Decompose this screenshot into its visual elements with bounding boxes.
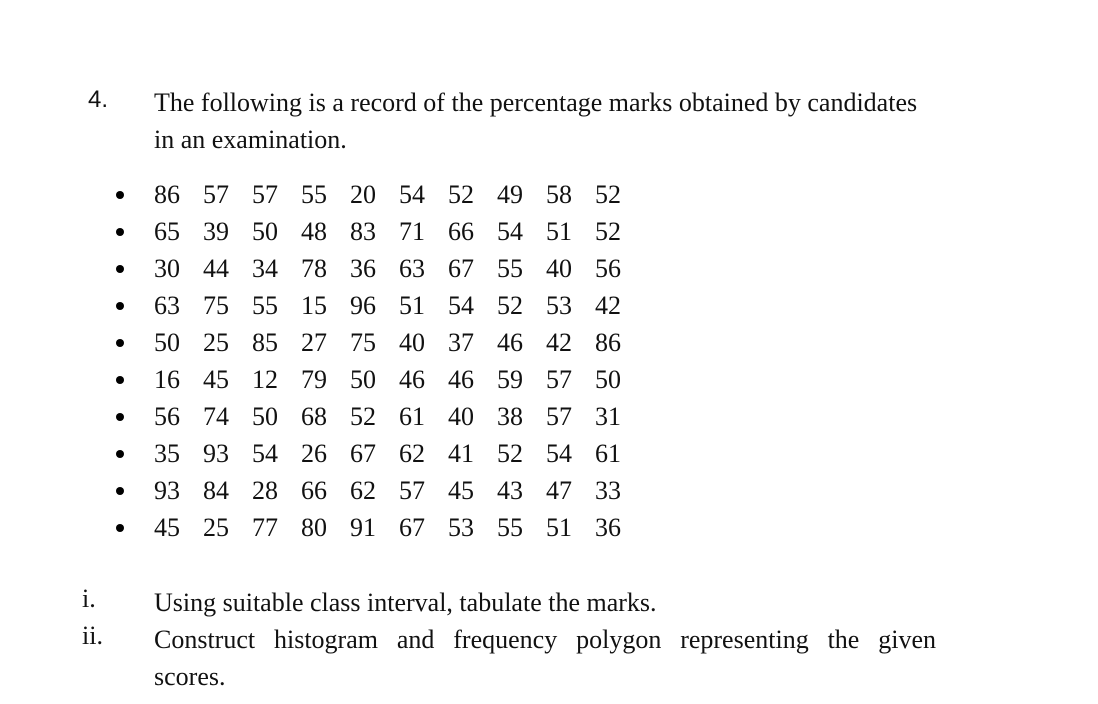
mark-value: 42: [546, 327, 572, 357]
mark-value: 39: [203, 216, 229, 246]
mark-value: 31: [595, 401, 621, 431]
bullet-icon: [116, 302, 124, 310]
mark-value: 47: [546, 475, 572, 505]
bullet-icon: [116, 376, 124, 384]
mark-value: 46: [448, 364, 474, 394]
mark-value: 50: [595, 364, 621, 394]
mark-value: 65: [154, 216, 180, 246]
mark-value: 75: [350, 327, 376, 357]
mark-value: 56: [154, 401, 180, 431]
mark-value: 46: [399, 364, 425, 394]
mark-value: 42: [595, 290, 621, 320]
mark-value: 46: [497, 327, 523, 357]
bullet-icon: [116, 450, 124, 458]
mark-value: 77: [252, 512, 278, 542]
mark-value: 44: [203, 253, 229, 283]
part-ii: [0, 621, 1098, 691]
mark-value: 50: [252, 216, 278, 246]
mark-value: 25: [203, 327, 229, 357]
marks-row: [112, 472, 644, 509]
marks-row: [112, 324, 644, 361]
mark-value: 45: [448, 475, 474, 505]
mark-value: 68: [301, 401, 327, 431]
mark-value: 63: [154, 290, 180, 320]
marks-row: [112, 287, 644, 324]
mark-value: 45: [154, 512, 180, 542]
mark-value: 26: [301, 438, 327, 468]
marks-row: [112, 509, 644, 546]
bullet-icon: [116, 524, 124, 532]
mark-value: 52: [497, 438, 523, 468]
mark-value: 62: [350, 475, 376, 505]
mark-value: 57: [203, 179, 229, 209]
mark-value: 58: [546, 179, 572, 209]
mark-value: 15: [301, 290, 327, 320]
marks-list: [112, 176, 644, 546]
mark-value: 25: [203, 512, 229, 542]
question-number: 4.: [88, 86, 109, 113]
mark-value: 61: [399, 401, 425, 431]
mark-value: 52: [350, 401, 376, 431]
marks-row: [112, 250, 644, 287]
mark-value: 51: [546, 216, 572, 246]
mark-value: 30: [154, 253, 180, 283]
mark-value: 62: [399, 438, 425, 468]
mark-value: 55: [252, 290, 278, 320]
stem-line-1: The following is a record of the percentage marks obtained by candidates: [154, 88, 918, 117]
mark-value: 52: [595, 216, 621, 246]
mark-value: 53: [546, 290, 572, 320]
mark-value: 57: [546, 401, 572, 431]
mark-value: 54: [448, 290, 474, 320]
mark-value: 75: [203, 290, 229, 320]
mark-value: 41: [448, 438, 474, 468]
mark-value: 66: [301, 475, 327, 505]
part-ii-text: Construct histogram and frequency polygon representing the given: [154, 625, 936, 654]
part-i-label: i.: [82, 584, 96, 613]
question-parts: [0, 584, 1098, 691]
mark-value: 67: [350, 438, 376, 468]
mark-value: 53: [448, 512, 474, 542]
mark-value: 50: [350, 364, 376, 394]
mark-value: 71: [399, 216, 425, 246]
part-i: [0, 584, 1098, 621]
mark-value: 84: [203, 475, 229, 505]
mark-value: 40: [399, 327, 425, 357]
mark-value: 36: [595, 512, 621, 542]
mark-value: 85: [252, 327, 278, 357]
mark-value: 43: [497, 475, 523, 505]
mark-value: 49: [497, 179, 523, 209]
mark-value: 91: [350, 512, 376, 542]
mark-value: 36: [350, 253, 376, 283]
part-ii-continuation: scores.: [154, 662, 226, 691]
mark-value: 86: [595, 327, 621, 357]
mark-value: 55: [301, 179, 327, 209]
bullet-icon: [116, 265, 124, 273]
mark-value: 52: [448, 179, 474, 209]
mark-value: 16: [154, 364, 180, 394]
mark-value: 12: [252, 364, 278, 394]
bullet-icon: [116, 339, 124, 347]
marks-row: [112, 398, 644, 435]
mark-value: 50: [252, 401, 278, 431]
mark-value: 55: [497, 253, 523, 283]
bullet-icon: [116, 228, 124, 236]
marks-row: [112, 176, 644, 213]
mark-value: 54: [546, 438, 572, 468]
mark-value: 48: [301, 216, 327, 246]
part-i-text: Using suitable class interval, tabulate the marks.: [154, 588, 657, 617]
mark-value: 86: [154, 179, 180, 209]
mark-value: 52: [497, 290, 523, 320]
mark-value: 50: [154, 327, 180, 357]
stem-line-2: in an examination.: [154, 125, 347, 154]
mark-value: 96: [350, 290, 376, 320]
mark-value: 79: [301, 364, 327, 394]
marks-row: [112, 213, 644, 250]
marks-row: [112, 361, 644, 398]
mark-value: 54: [399, 179, 425, 209]
mark-value: 57: [546, 364, 572, 394]
mark-value: 83: [350, 216, 376, 246]
mark-value: 78: [301, 253, 327, 283]
question-stem: [154, 84, 1014, 158]
mark-value: 51: [546, 512, 572, 542]
mark-value: 51: [399, 290, 425, 320]
bullet-icon: [116, 413, 124, 421]
mark-value: 74: [203, 401, 229, 431]
mark-value: 57: [399, 475, 425, 505]
mark-value: 67: [448, 253, 474, 283]
mark-value: 40: [546, 253, 572, 283]
bullet-icon: [116, 487, 124, 495]
mark-value: 45: [203, 364, 229, 394]
mark-value: 93: [203, 438, 229, 468]
mark-value: 37: [448, 327, 474, 357]
mark-value: 52: [595, 179, 621, 209]
mark-value: 40: [448, 401, 474, 431]
mark-value: 20: [350, 179, 376, 209]
mark-value: 66: [448, 216, 474, 246]
mark-value: 61: [595, 438, 621, 468]
mark-value: 28: [252, 475, 278, 505]
mark-value: 59: [497, 364, 523, 394]
mark-value: 93: [154, 475, 180, 505]
part-ii-label: ii.: [82, 621, 103, 650]
mark-value: 55: [497, 512, 523, 542]
marks-row: [112, 435, 644, 472]
mark-value: 56: [595, 253, 621, 283]
mark-value: 34: [252, 253, 278, 283]
bullet-icon: [116, 191, 124, 199]
mark-value: 33: [595, 475, 621, 505]
mark-value: 57: [252, 179, 278, 209]
mark-value: 63: [399, 253, 425, 283]
mark-value: 35: [154, 438, 180, 468]
mark-value: 27: [301, 327, 327, 357]
mark-value: 38: [497, 401, 523, 431]
mark-value: 67: [399, 512, 425, 542]
mark-value: 80: [301, 512, 327, 542]
mark-value: 54: [497, 216, 523, 246]
mark-value: 54: [252, 438, 278, 468]
